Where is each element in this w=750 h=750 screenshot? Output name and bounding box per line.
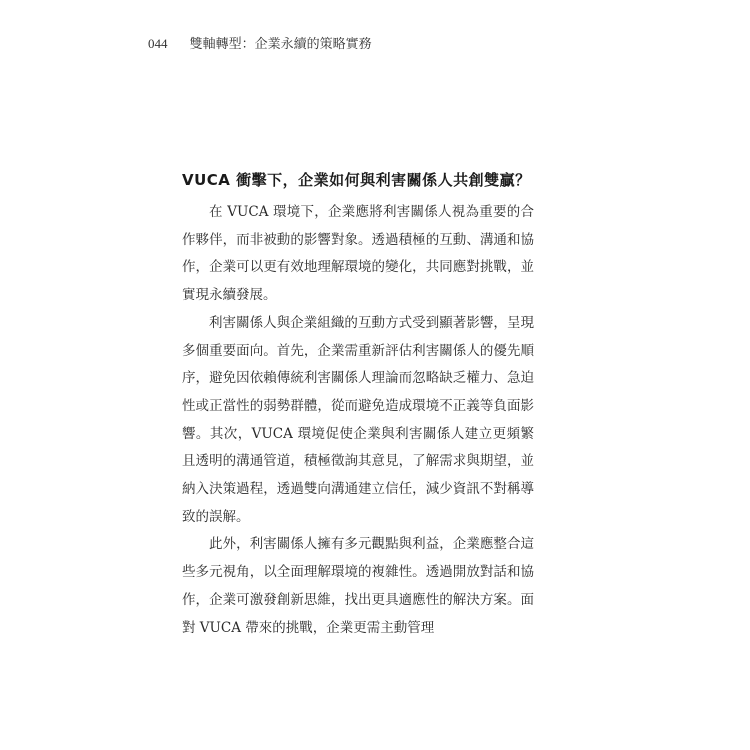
section-heading: VUCA 衝擊下，企業如何與利害關係人共創雙贏？	[182, 171, 531, 189]
book-title: 雙軸轉型：企業永續的策略實務	[189, 37, 372, 52]
page-number: 044	[148, 36, 168, 51]
paragraph-3: 此外，利害關係人擁有多元觀點與利益，企業應整合這些多元視角，以全面理解環境的複雜性。透過開放對話和協作，企業可激發創新思維，找出更具適應性的解決方案。面對 VUCA 帶來的挑戰，企業更需主動管理	[182, 536, 534, 636]
body-text	[182, 199, 534, 642]
paragraph-2: 利害關係人與企業組織的互動方式受到顯著影響，呈現多個重要面向。首先，企業需重新評估利害關係人的優先順序，避免因依賴傳統利害關係人理論而忽略缺乏權力、急迫性或正當性的弱勢群體，從而避免造成環境不正義等負面影響。其次，VUCA 環境促使企業與利害關係人建立更頻繁且透明的溝通管道，積極徵詢其意見，了解需求與期望，並納入決策過程，透過雙向溝通建立信任，減少資訊不對稱導致的誤解。	[182, 314, 534, 525]
paragraph-1: 在 VUCA 環境下，企業應將利害關係人視為重要的合作夥伴，而非被動的影響對象。透過積極的互動、溝通和協作，企業可以更有效地理解環境的變化，共同應對挑戰，並實現永續發展。	[182, 204, 534, 304]
running-header	[148, 36, 372, 53]
